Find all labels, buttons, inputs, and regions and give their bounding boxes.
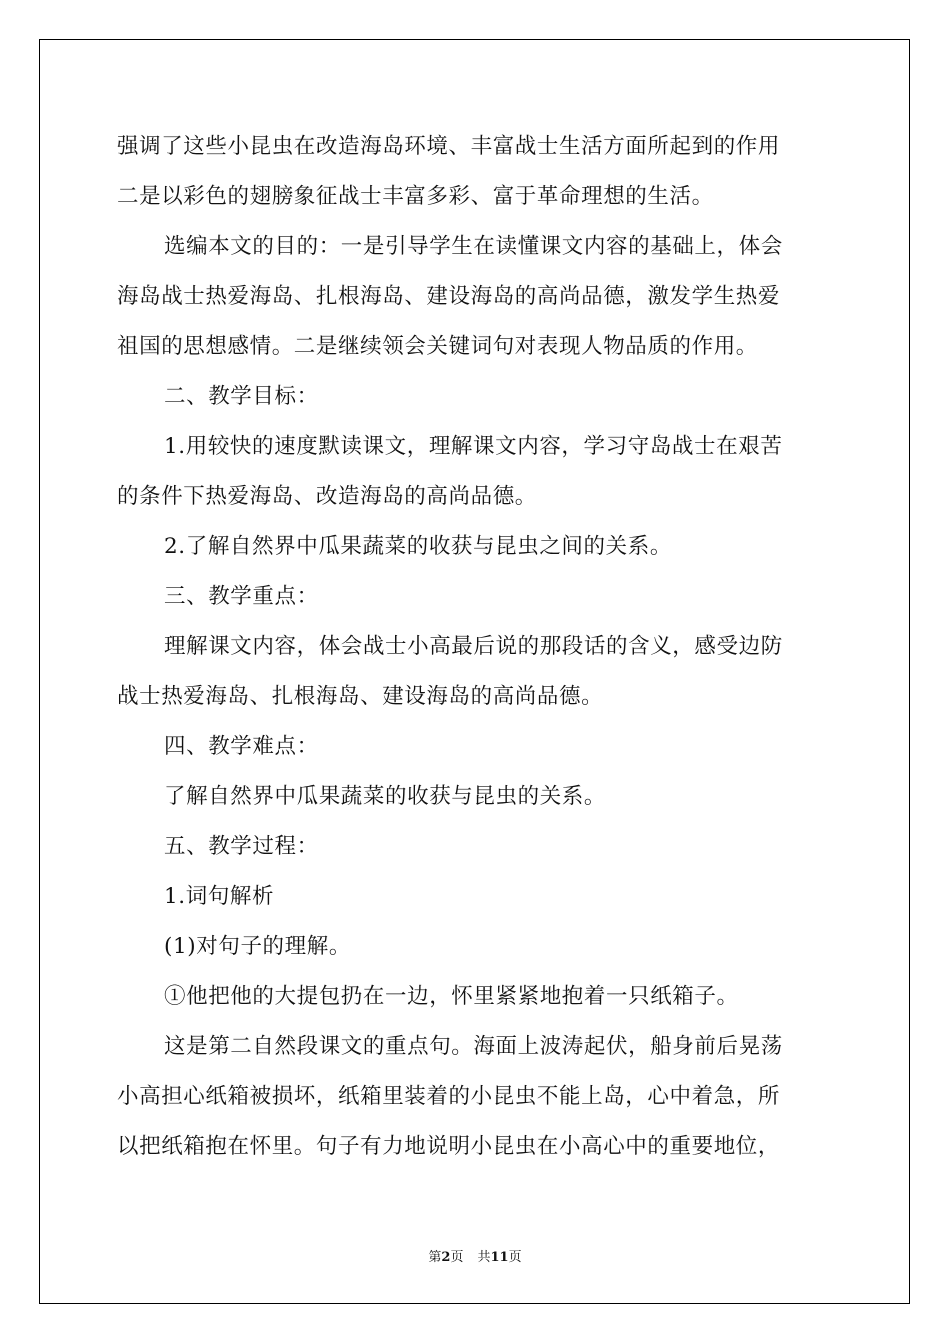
quoted-sentence: ①他把他的大提包扔在一边，怀里紧紧地抱着一只纸箱子。	[164, 984, 739, 1009]
subsection-heading: 1.词句解析	[164, 884, 275, 909]
paragraph-start: 了解自然界中瓜果蔬菜的收获与昆虫的关系。	[164, 784, 607, 809]
list-item: 2.了解自然界中瓜果蔬菜的收获与昆虫之间的关系。	[164, 534, 672, 559]
page-label-suffix: 页	[450, 1250, 464, 1265]
subsection-heading: (1)对句子的理解。	[164, 934, 351, 959]
section-heading: 四、教学难点：	[164, 734, 319, 759]
document-body	[117, 122, 837, 1172]
section-heading: 二、教学目标：	[164, 384, 319, 409]
page-label-prefix: 第	[428, 1250, 442, 1265]
text-line: 战士热爱海岛、扎根海岛、建设海岛的高尚品德。	[117, 684, 604, 709]
total-pages: 11	[490, 1250, 509, 1265]
text-line: 祖国的思想感情。二是继续领会关键词句对表现人物品质的作用。	[117, 334, 758, 359]
paragraph-start: 理解课文内容，体会战士小高最后说的那段话的含义，感受边防	[164, 634, 783, 659]
text-line: 小高担心纸箱被损坏，纸箱里装着的小昆虫不能上岛，心中着急，所	[117, 1084, 781, 1109]
section-heading: 五、教学过程：	[164, 834, 319, 859]
text-line: 海岛战士热爱海岛、扎根海岛、建设海岛的高尚品德，激发学生热爱	[117, 284, 781, 309]
text-line: 以把纸箱抱在怀里。句子有力地说明小昆虫在小高心中的重要地位，	[117, 1134, 781, 1159]
paragraph-start: 这是第二自然段课文的重点句。海面上波涛起伏，船身前后晃荡	[164, 1034, 783, 1059]
page-number: 2	[441, 1250, 451, 1265]
total-label-suffix: 页	[508, 1250, 522, 1265]
list-item: 1.用较快的速度默读课文，理解课文内容，学习守岛战士在艰苦	[164, 434, 783, 459]
text-line: 强调了这些小昆虫在改造海岛环境、丰富战士生活方面所起到的作用	[117, 134, 781, 159]
text-line: 的条件下热爱海岛、改造海岛的高尚品德。	[117, 484, 537, 509]
paragraph-start: 选编本文的目的：一是引导学生在读懂课文内容的基础上，体会	[164, 234, 783, 259]
page-footer	[0, 1246, 950, 1265]
total-label-prefix: 共	[477, 1250, 491, 1265]
text-line: 二是以彩色的翅膀象征战士丰富多彩、富于革命理想的生活。	[117, 184, 714, 209]
section-heading: 三、教学重点：	[164, 584, 319, 609]
